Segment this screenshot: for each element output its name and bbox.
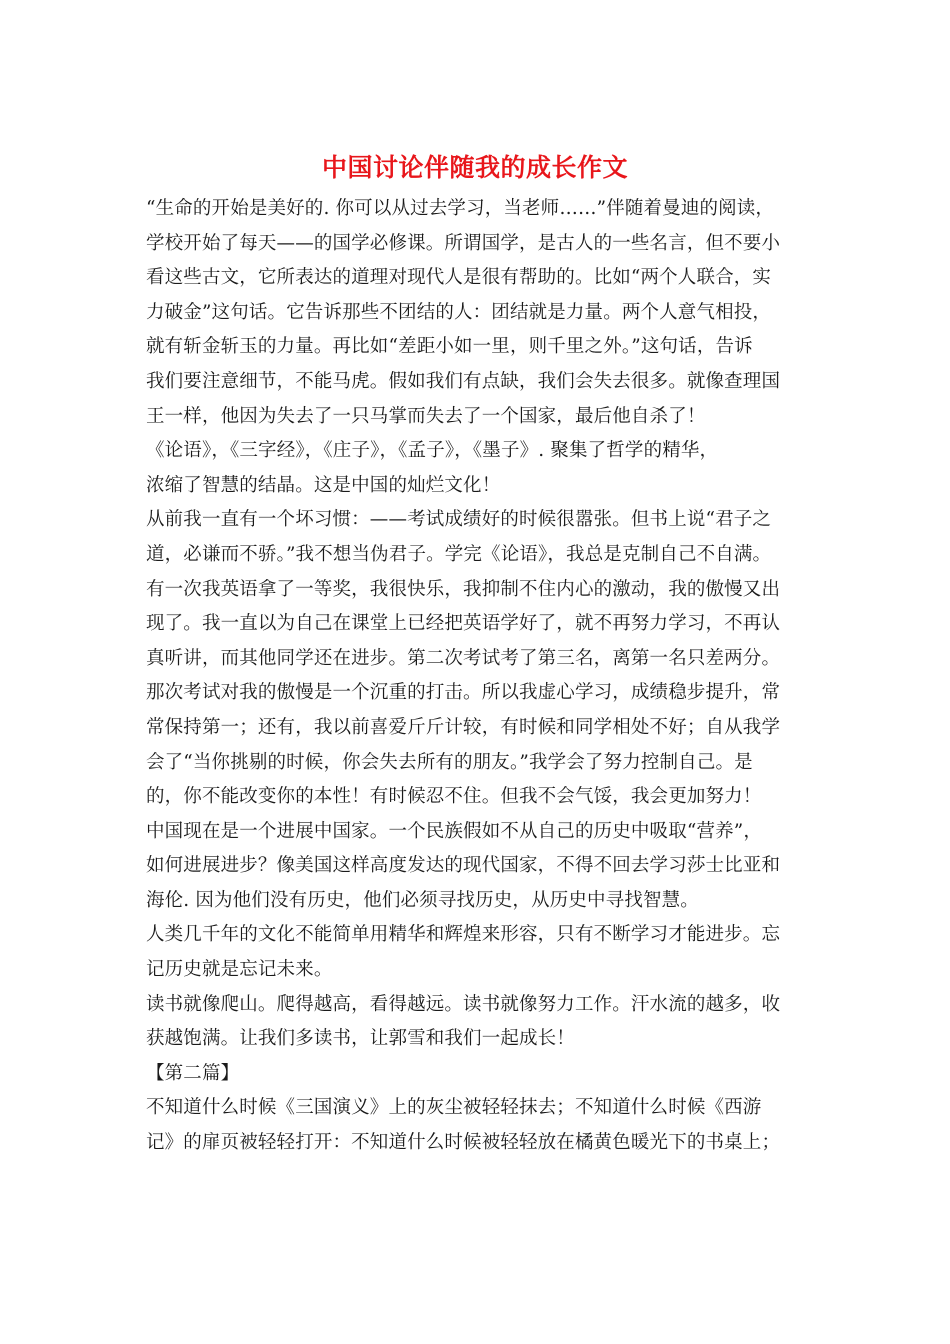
text-line: 会了“当你挑剔的时候，你会失去所有的朋友。”我学会了努力控制自己。是 <box>146 751 753 773</box>
text-line: 王一样，他因为失去了一只马掌而失去了一个国家，最后他自杀了！ <box>146 405 706 427</box>
text-line: 记》的扉页被轻轻打开：不知道什么时候被轻轻放在橘黄色暖光下的书桌上； <box>146 1132 781 1154</box>
text-line: 浓缩了智慧的结晶。这是中国的灿烂文化！ <box>146 474 501 496</box>
document-title: 中国讨论伴随我的成长作文 <box>321 153 628 182</box>
text-line: 中国现在是一个进展中国家。一个民族假如不从自己的历史中吸取“营养”， <box>146 820 763 842</box>
text-line: 的，你不能改变你的本性！有时候忍不住。但我不会气馁，我会更加努力！ <box>146 786 762 808</box>
document-body <box>146 192 810 1161</box>
text-line: “生命的开始是美好的. 你可以从过去学习，当老师……”伴随着曼迪的阅读， <box>146 198 775 219</box>
text-line: 记历史就是忘记未来。 <box>146 959 333 981</box>
text-line: 看这些古文，它所表达的道理对现代人是很有帮助的。比如“两个人联合，实 <box>146 267 772 289</box>
text-line: 力破金”这句话。它告诉那些不团结的人：团结就是力量。两个人意气相投， <box>146 301 772 323</box>
text-line: 获越饱满。让我们多读书，让郭雪和我们一起成长！ <box>146 1028 575 1050</box>
text-line: 现了。我一直以为自己在课堂上已经把英语学好了，就不再努力学习，不再认 <box>146 613 781 635</box>
text-line: 学校开始了每天——的国学必修课。所谓国学，是古人的一些名言，但不要小 <box>146 232 781 254</box>
text-line: 海伦. 因为他们没有历史，他们必须寻找历史，从历史中寻找智慧。 <box>146 889 699 911</box>
text-line: 有一次我英语拿了一等奖，我很快乐，我抑制不住内心的激动，我的傲慢又出 <box>146 578 781 600</box>
text-line: 那次考试对我的傲慢是一个沉重的打击。所以我虚心学习，成绩稳步提升，常 <box>146 682 781 704</box>
text-line: 人类几千年的文化不能简单用精华和辉煌来形容，只有不断学习才能进步。忘 <box>146 924 781 946</box>
text-line: 就有斩金斩玉的力量。再比如“差距小如一里，则千里之外。”这句话，告诉 <box>146 336 753 358</box>
text-line: 从前我一直有一个坏习惯：——考试成绩好的时候很嚣张。但书上说“君子之 <box>146 509 772 531</box>
text-line: 我们要注意细节，不能马虎。假如我们有点缺，我们会失去很多。就像查理国 <box>146 370 781 392</box>
text-line: 读书就像爬山。爬得越高，看得越远。读书就像努力工作。汗水流的越多，收 <box>146 993 781 1015</box>
text-line: 如何进展进步？像美国这样高度发达的现代国家，不得不回去学习莎士比亚和 <box>146 855 781 877</box>
text-line: 常保持第一；还有，我以前喜爱斤斤计较，有时候和同学相处不好；自从我学 <box>146 716 781 738</box>
text-line: 不知道什么时候《三国演义》上的灰尘被轻轻抹去；不知道什么时候《西游 <box>146 1097 762 1119</box>
text-line: 《论语》，《三字经》，《庄子》，《孟子》，《墨子》. 聚集了哲学的精华， <box>146 440 719 462</box>
text-line: 道，必谦而不骄。”我不想当伪君子。学完《论语》，我总是克制自己不自满。 <box>146 543 772 565</box>
text-line: 真听讲，而其他同学还在进步。第二次考试考了第三名，离第一名只差两分。 <box>146 647 781 669</box>
section-heading: 【第二篇】 <box>146 1062 240 1084</box>
